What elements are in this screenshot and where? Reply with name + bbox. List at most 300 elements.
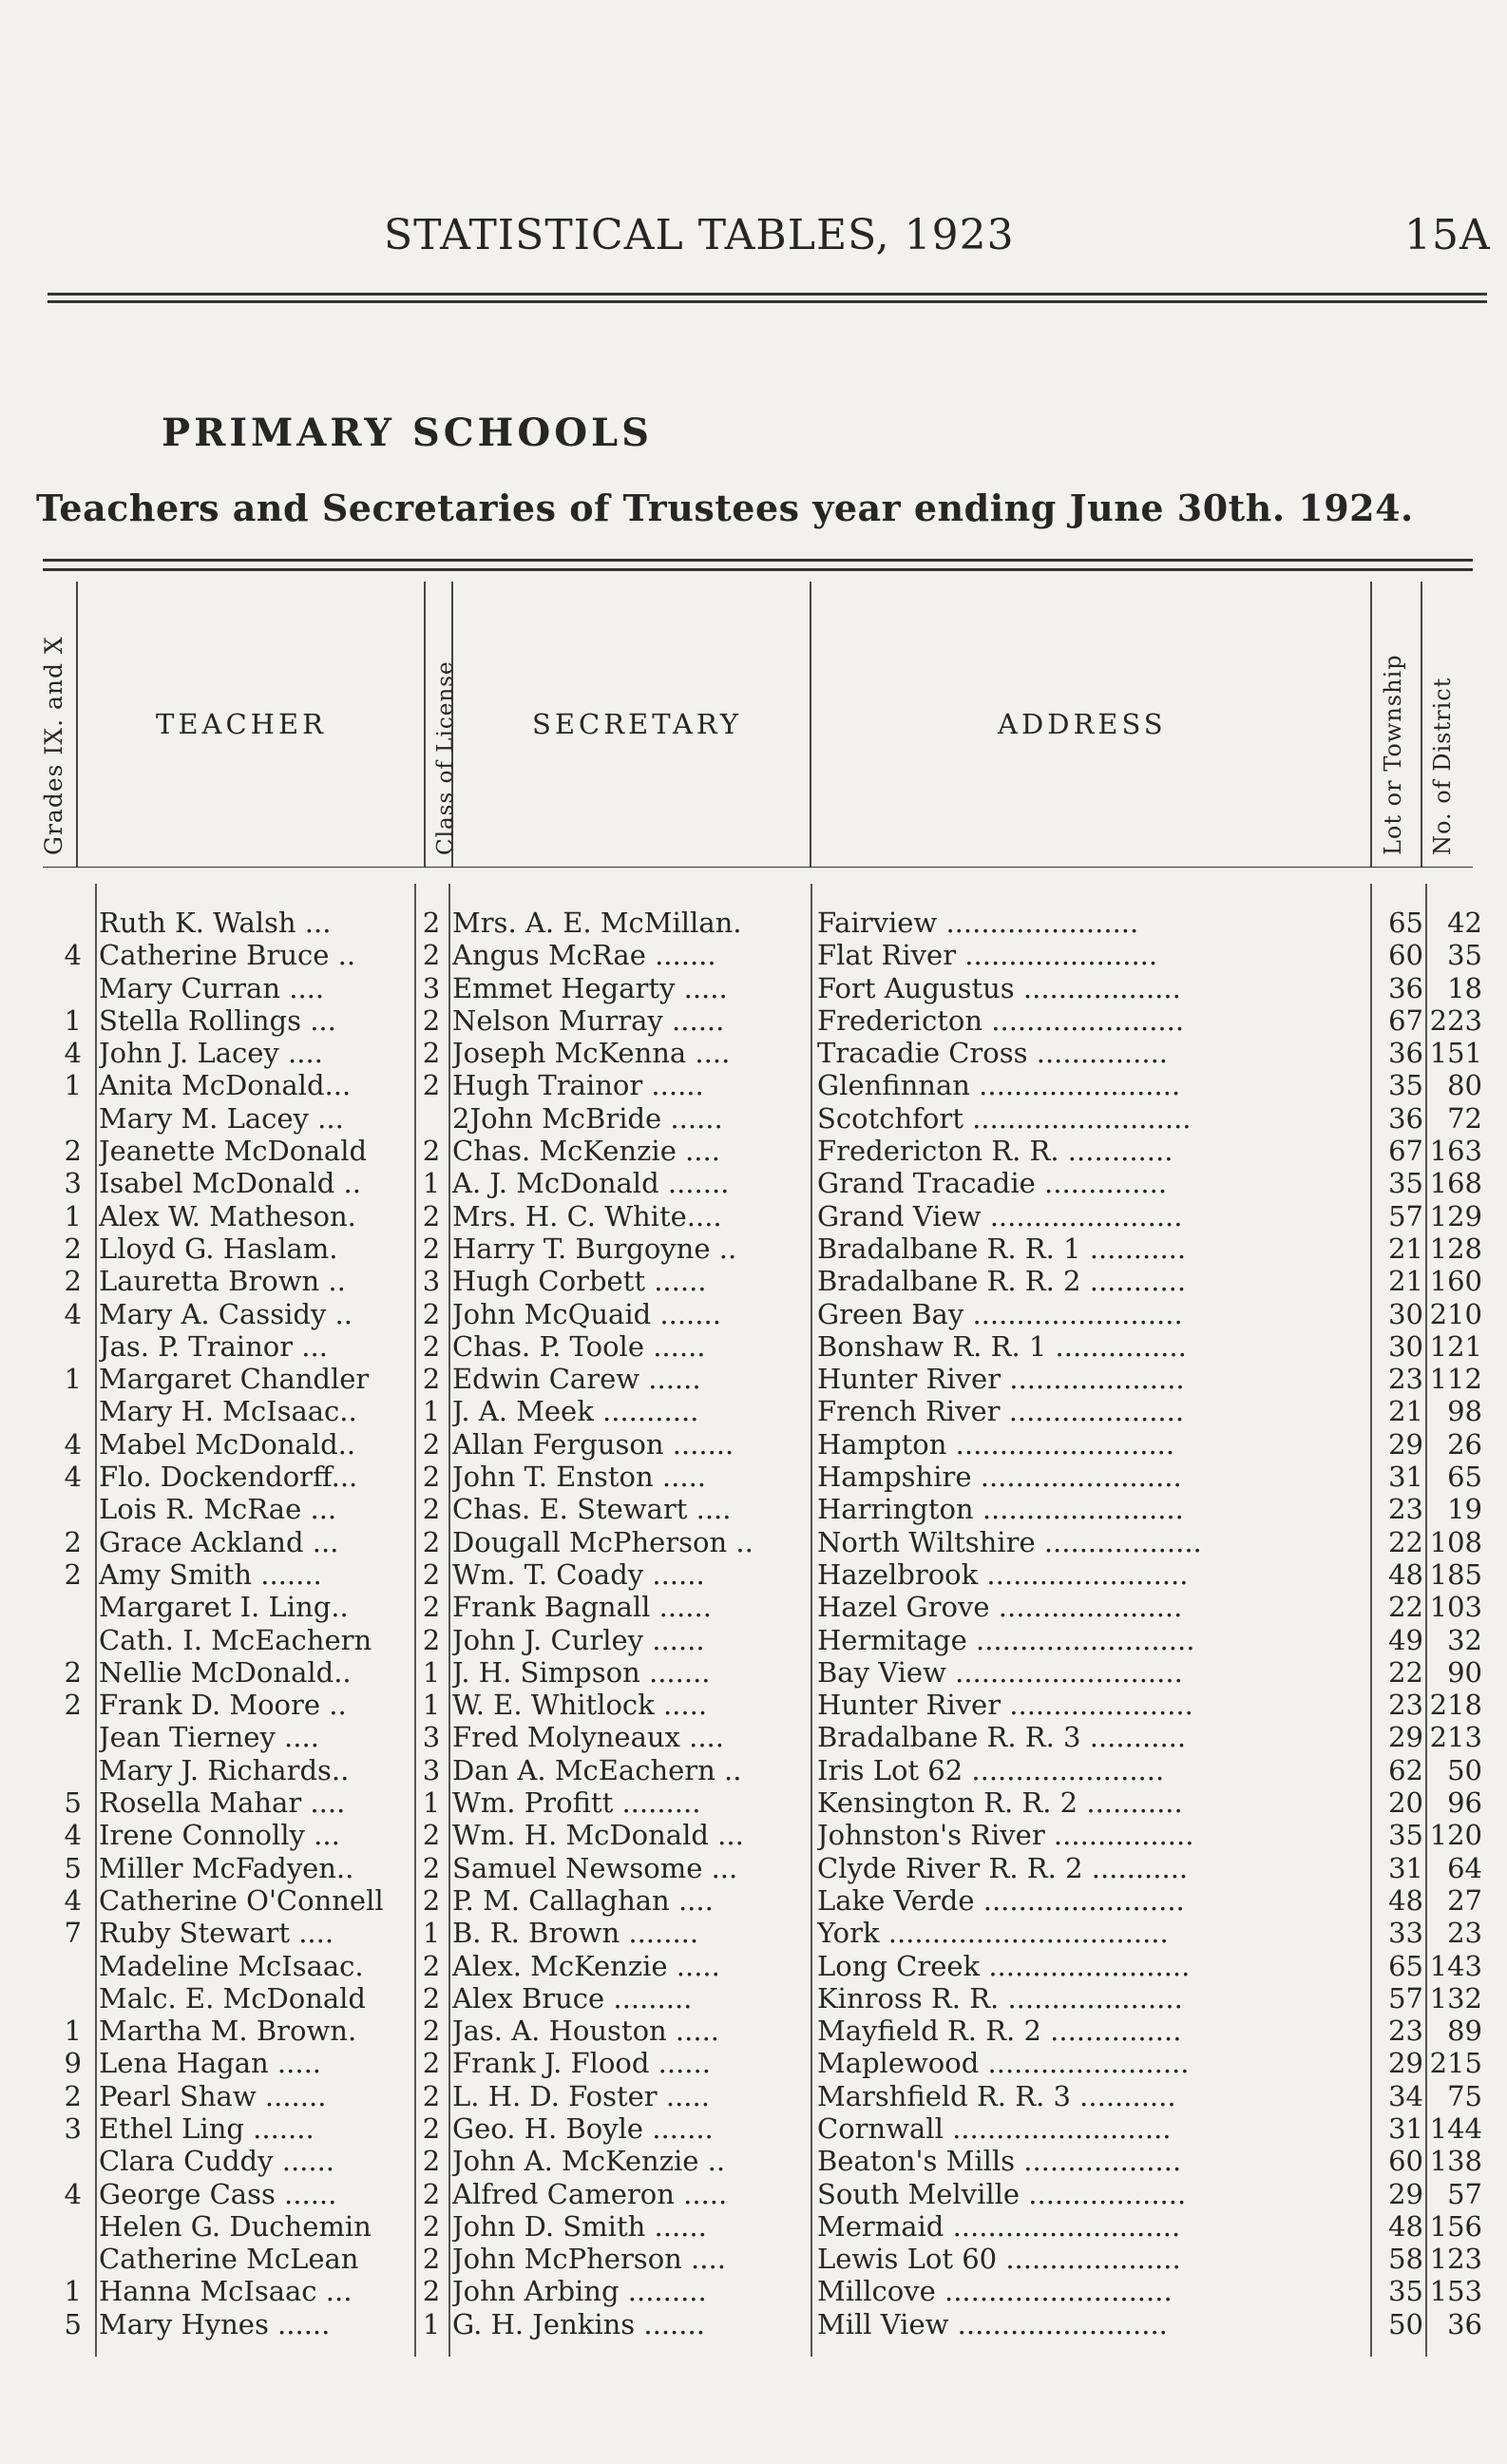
- address-cell: Lewis Lot 60 ....................: [817, 2243, 1181, 2276]
- teacher-cell: Frank D. Moore ..: [99, 1689, 347, 1722]
- secretary-cell: Fred Molyneaux ....: [452, 1721, 724, 1754]
- class-cell: 2: [422, 2111, 441, 2145]
- secretary-cell: Frank J. Flood ......: [452, 2047, 711, 2080]
- secretary-cell: Chas. McKenzie ....: [452, 1135, 720, 1168]
- district-cell: 108: [1429, 1525, 1482, 1558]
- teacher-cell: Catherine O'Connell: [99, 1883, 384, 1917]
- lot-cell: 35: [1388, 1167, 1423, 1200]
- teacher-cell: Margaret Chandler: [99, 1363, 370, 1396]
- header-secretary: SECRETARY: [532, 708, 743, 740]
- district-cell: 27: [1447, 1883, 1482, 1917]
- header-grades: Grades IX. and X: [40, 636, 67, 855]
- district-cell: 223: [1429, 1003, 1482, 1037]
- address-cell: French River ....................: [817, 1395, 1185, 1428]
- lot-cell: 23: [1388, 2015, 1423, 2048]
- class-cell: 2: [422, 1232, 441, 1265]
- class-cell: 2: [422, 1069, 441, 1102]
- address-cell: Fredericton R. R. ............: [817, 1135, 1173, 1168]
- secretary-cell: Hugh Trainor ......: [452, 1069, 704, 1102]
- grade-cell: 2: [64, 1525, 82, 1558]
- table-row: [0, 1004, 1507, 1037]
- table-row: [0, 1298, 1507, 1330]
- district-cell: 64: [1447, 1851, 1482, 1884]
- district-cell: 156: [1429, 2209, 1482, 2243]
- district-cell: 80: [1447, 1069, 1482, 1102]
- address-cell: Marshfield R. R. 3 ...........: [817, 2079, 1176, 2112]
- secretary-cell: Frank Bagnall ......: [452, 1591, 712, 1624]
- grade-cell: 5: [64, 2307, 82, 2340]
- table-top-rule: [43, 559, 1473, 562]
- class-cell: 2: [422, 1949, 441, 1982]
- header-divider: [76, 582, 78, 867]
- secretary-cell: 2John McBride ......: [452, 1101, 723, 1135]
- grade-cell: 4: [64, 1883, 82, 1917]
- table-row: [0, 1852, 1507, 1884]
- class-cell: 1: [422, 1786, 441, 1820]
- table-row: [0, 2243, 1507, 2275]
- address-cell: Fredericton ......................: [817, 1003, 1185, 1037]
- grade-cell: 1: [64, 2275, 82, 2308]
- teacher-cell: Martha M. Brown.: [99, 2015, 357, 2048]
- table-row: [0, 1950, 1507, 1982]
- district-cell: 18: [1447, 971, 1482, 1004]
- grade-cell: 4: [64, 1461, 82, 1494]
- district-cell: 98: [1447, 1395, 1482, 1428]
- address-cell: South Melville ..................: [817, 2177, 1187, 2210]
- class-cell: 2: [422, 2243, 441, 2276]
- page-number: 15A: [1404, 211, 1491, 259]
- header-address: ADDRESS: [998, 708, 1167, 740]
- secretary-cell: John J. Curley ......: [452, 1623, 705, 1656]
- class-cell: 2: [422, 2275, 441, 2308]
- table-row: [0, 1786, 1507, 1819]
- teacher-cell: Malc. E. McDonald: [99, 1981, 366, 2015]
- teacher-cell: Flo. Dockendorff...: [99, 1461, 358, 1494]
- teacher-cell: John J. Lacey ....: [99, 1037, 323, 1070]
- lot-cell: 31: [1388, 2111, 1423, 2145]
- secretary-cell: Chas. P. Toole ......: [452, 1329, 706, 1363]
- teacher-cell: Mabel McDonald..: [99, 1427, 356, 1461]
- secretary-cell: L. H. D. Foster .....: [452, 2079, 710, 2112]
- table-row: [0, 1069, 1507, 1101]
- class-cell: 2: [422, 1623, 441, 1656]
- teacher-cell: Jas. P. Trainor ...: [99, 1329, 328, 1363]
- teacher-cell: Mary J. Richards..: [99, 1753, 350, 1786]
- address-cell: Glenfinnan .......................: [817, 1069, 1181, 1102]
- teacher-cell: Ruth K. Walsh ...: [99, 907, 332, 939]
- header-teacher: TEACHER: [156, 708, 327, 740]
- teacher-cell: Mary M. Lacey ...: [99, 1101, 344, 1135]
- lot-cell: 31: [1388, 1851, 1423, 1884]
- table-top-rule-2: [43, 568, 1473, 571]
- address-cell: Maplewood .......................: [817, 2047, 1190, 2080]
- address-cell: Harrington .......................: [817, 1493, 1184, 1526]
- grade-cell: 1: [64, 1199, 82, 1232]
- grade-cell: 3: [64, 1167, 82, 1200]
- table-row: [0, 1200, 1507, 1232]
- address-cell: Bradalbane R. R. 2 ...........: [817, 1265, 1187, 1298]
- teacher-cell: Amy Smith .......: [99, 1557, 322, 1591]
- teacher-cell: Alex W. Matheson.: [99, 1199, 356, 1232]
- district-cell: 129: [1429, 1199, 1482, 1232]
- secretary-cell: Mrs. H. C. White....: [452, 1199, 722, 1232]
- district-cell: 123: [1429, 2243, 1482, 2276]
- class-cell: 3: [422, 1753, 441, 1786]
- teacher-cell: Lloyd G. Haslam.: [99, 1232, 338, 1265]
- class-cell: 2: [422, 1135, 441, 1168]
- class-cell: 2: [422, 2209, 441, 2243]
- secretary-cell: Angus McRae .......: [452, 939, 716, 972]
- district-cell: 23: [1447, 1917, 1482, 1950]
- class-cell: 2: [422, 1037, 441, 1070]
- secretary-cell: Edwin Carew ......: [452, 1363, 701, 1396]
- table-row: [0, 1330, 1507, 1363]
- address-cell: Cornwall .........................: [817, 2111, 1172, 2145]
- teacher-cell: Nellie McDonald..: [99, 1655, 352, 1689]
- lot-cell: 21: [1388, 1395, 1423, 1428]
- header-divider: [810, 582, 811, 867]
- secretary-cell: Alfred Cameron .....: [452, 2177, 728, 2210]
- grade-cell: 2: [64, 2079, 82, 2112]
- table-row: [0, 1037, 1507, 1069]
- address-cell: Johnston's River ................: [817, 1819, 1194, 1852]
- grade-cell: 1: [64, 2015, 82, 2048]
- address-cell: Hunter River .....................: [817, 1689, 1193, 1722]
- address-cell: Flat River ......................: [817, 939, 1158, 972]
- teacher-cell: Cath. I. McEachern: [99, 1623, 372, 1656]
- lot-cell: 57: [1388, 1981, 1423, 2015]
- table-row: [0, 1982, 1507, 2015]
- lot-cell: 50: [1388, 2307, 1423, 2340]
- district-cell: 213: [1429, 1721, 1482, 1754]
- secretary-cell: Emmet Hegarty .....: [452, 971, 728, 1004]
- district-cell: 163: [1429, 1135, 1482, 1168]
- lot-cell: 65: [1388, 1949, 1423, 1982]
- lot-cell: 65: [1388, 907, 1423, 939]
- lot-cell: 22: [1388, 1655, 1423, 1689]
- grade-cell: 4: [64, 1819, 82, 1852]
- class-cell: 2: [422, 1591, 441, 1624]
- secretary-cell: G. H. Jenkins .......: [452, 2307, 705, 2340]
- lot-cell: 60: [1388, 939, 1423, 972]
- grade-cell: 2: [64, 1265, 82, 1298]
- table-row: [0, 2178, 1507, 2210]
- address-cell: Hunter River ....................: [817, 1363, 1185, 1396]
- lot-cell: 49: [1388, 1623, 1423, 1656]
- class-cell: 3: [422, 1721, 441, 1754]
- head-rule-2: [48, 300, 1487, 303]
- table-row: [0, 2210, 1507, 2243]
- table-row: [0, 1819, 1507, 1851]
- grade-cell: 5: [64, 1851, 82, 1884]
- teacher-cell: Miller McFadyen..: [99, 1851, 354, 1884]
- table-row: [0, 1656, 1507, 1689]
- teacher-cell: Hanna McIsaac ...: [99, 2275, 353, 2308]
- address-cell: Hampton .........................: [817, 1427, 1175, 1461]
- grade-cell: 4: [64, 1037, 82, 1070]
- secretary-cell: Wm. Profitt .........: [452, 1786, 701, 1820]
- lot-cell: 22: [1388, 1525, 1423, 1558]
- table-row: [0, 1591, 1507, 1623]
- district-cell: 19: [1447, 1493, 1482, 1526]
- district-cell: 144: [1429, 2111, 1482, 2145]
- lot-cell: 48: [1388, 1557, 1423, 1591]
- header-district: No. of District: [1429, 677, 1456, 855]
- secretary-cell: Mrs. A. E. McMillan.: [452, 907, 742, 939]
- lot-cell: 67: [1388, 1003, 1423, 1037]
- secretary-cell: Chas. E. Stewart ....: [452, 1493, 732, 1526]
- table-row: [0, 1428, 1507, 1461]
- district-cell: 185: [1429, 1557, 1482, 1591]
- address-cell: Bradalbane R. R. 3 ...........: [817, 1721, 1187, 1754]
- lot-cell: 29: [1388, 2047, 1423, 2080]
- lot-cell: 29: [1388, 2177, 1423, 2210]
- secretary-cell: John A. McKenzie ..: [452, 2145, 726, 2178]
- table-row: [0, 1395, 1507, 1427]
- table-row: [0, 1558, 1507, 1591]
- address-cell: Millcove ..........................: [817, 2275, 1173, 2308]
- secretary-cell: A. J. McDonald .......: [452, 1167, 730, 1200]
- header-class: Class of License: [433, 660, 458, 855]
- class-cell: 1: [422, 1917, 441, 1950]
- secretary-cell: J. A. Meek ...........: [452, 1395, 699, 1428]
- secretary-cell: John McQuaid .......: [452, 1297, 721, 1330]
- class-cell: 2: [422, 1461, 441, 1494]
- teacher-cell: Stella Rollings ...: [99, 1003, 336, 1037]
- grade-cell: 2: [64, 1135, 82, 1168]
- secretary-cell: John Arbing .........: [452, 2275, 707, 2308]
- address-cell: Grand Tracadie ..............: [817, 1167, 1168, 1200]
- secretary-cell: Harry T. Burgoyne ..: [452, 1232, 737, 1265]
- lot-cell: 58: [1388, 2243, 1423, 2276]
- secretary-cell: Jas. A. Houston .....: [452, 2015, 720, 2048]
- lot-cell: 60: [1388, 2145, 1423, 2178]
- class-cell: 2: [422, 1981, 441, 2015]
- district-cell: 96: [1447, 1786, 1482, 1820]
- teacher-cell: Lena Hagan .....: [99, 2047, 322, 2080]
- table-row: [0, 1689, 1507, 1721]
- teacher-cell: Mary H. McIsaac..: [99, 1395, 357, 1428]
- table-row: [0, 2080, 1507, 2112]
- class-cell: 2: [422, 907, 441, 939]
- teacher-cell: Mary A. Cassidy ..: [99, 1297, 353, 1330]
- table-row: [0, 1917, 1507, 1949]
- teacher-cell: Rosella Mahar ....: [99, 1786, 346, 1820]
- teacher-cell: Ethel Ling .......: [99, 2111, 315, 2145]
- teacher-cell: Ruby Stewart ....: [99, 1917, 334, 1950]
- address-cell: Fairview ......................: [817, 907, 1139, 939]
- class-cell: 2: [422, 1525, 441, 1558]
- grade-cell: 5: [64, 1786, 82, 1820]
- class-cell: 2: [422, 1003, 441, 1037]
- lot-cell: 35: [1388, 1819, 1423, 1852]
- lot-cell: 29: [1388, 1721, 1423, 1754]
- class-cell: 2: [422, 1819, 441, 1852]
- secretary-cell: Joseph McKenna ....: [452, 1037, 731, 1070]
- district-cell: 89: [1447, 2015, 1482, 2048]
- head-rule: [48, 293, 1487, 296]
- table-row: [0, 2112, 1507, 2145]
- lot-cell: 23: [1388, 1689, 1423, 1722]
- grade-cell: 2: [64, 1232, 82, 1265]
- teacher-cell: Jean Tierney ....: [99, 1721, 319, 1754]
- table-row: [0, 1102, 1507, 1135]
- lot-cell: 67: [1388, 1135, 1423, 1168]
- lot-cell: 36: [1388, 971, 1423, 1004]
- address-cell: Hampshire .......................: [817, 1461, 1182, 1494]
- class-cell: 3: [422, 971, 441, 1004]
- address-cell: Clyde River R. R. 2 ...........: [817, 1851, 1189, 1884]
- lot-cell: 33: [1388, 1917, 1423, 1950]
- lot-cell: 31: [1388, 1461, 1423, 1494]
- district-cell: 72: [1447, 1101, 1482, 1135]
- grade-cell: 4: [64, 1297, 82, 1330]
- header-divider: [1421, 582, 1422, 867]
- district-cell: 26: [1447, 1427, 1482, 1461]
- secretary-cell: Alex Bruce .........: [452, 1981, 693, 2015]
- secretary-cell: Wm. T. Coady ......: [452, 1557, 705, 1591]
- teacher-cell: Irene Connolly ...: [99, 1819, 340, 1852]
- grade-cell: 2: [64, 1689, 82, 1722]
- lot-cell: 35: [1388, 2275, 1423, 2308]
- grade-cell: 2: [64, 1557, 82, 1591]
- lot-cell: 36: [1388, 1037, 1423, 1070]
- class-cell: 2: [422, 1363, 441, 1396]
- subtitle: Teachers and Secretaries of Trustees year ending June 30th. 1924.: [36, 487, 1414, 529]
- teacher-cell: Clara Cuddy ......: [99, 2145, 335, 2178]
- address-cell: Hazelbrook .......................: [817, 1557, 1189, 1591]
- address-cell: Bay View ..........................: [817, 1655, 1183, 1689]
- district-cell: 36: [1447, 2307, 1482, 2340]
- address-cell: Grand View ......................: [817, 1199, 1183, 1232]
- district-cell: 121: [1429, 1329, 1482, 1363]
- secretary-cell: John T. Enston .....: [452, 1461, 707, 1494]
- lot-cell: 20: [1388, 1786, 1423, 1820]
- secretary-cell: John McPherson ....: [452, 2243, 726, 2276]
- lot-cell: 62: [1388, 1753, 1423, 1786]
- district-cell: 42: [1447, 907, 1482, 939]
- district-cell: 112: [1429, 1363, 1482, 1396]
- class-cell: 2: [422, 2079, 441, 2112]
- district-cell: 50: [1447, 1753, 1482, 1786]
- grade-cell: 9: [64, 2047, 82, 2080]
- address-cell: Mill View ........................: [817, 2307, 1168, 2340]
- secretary-cell: Dan A. McEachern ..: [452, 1753, 742, 1786]
- class-cell: 2: [422, 1883, 441, 1917]
- secretary-cell: Geo. H. Boyle .......: [452, 2111, 714, 2145]
- table-body: [0, 907, 1507, 2340]
- secretary-cell: W. E. Whitlock .....: [452, 1689, 708, 1722]
- address-cell: Bonshaw R. R. 1 ...............: [817, 1329, 1187, 1363]
- class-cell: 2: [422, 1493, 441, 1526]
- class-cell: 2: [422, 1851, 441, 1884]
- class-cell: 2: [422, 2177, 441, 2210]
- teacher-cell: Lois R. McRae ...: [99, 1493, 337, 1526]
- address-cell: Fort Augustus ..................: [817, 971, 1181, 1004]
- district-cell: 57: [1447, 2177, 1482, 2210]
- lot-cell: 35: [1388, 1069, 1423, 1102]
- class-cell: 3: [422, 1265, 441, 1298]
- teacher-cell: Jeanette McDonald: [99, 1135, 368, 1168]
- lot-cell: 23: [1388, 1363, 1423, 1396]
- table-row: [0, 2047, 1507, 2079]
- grade-cell: 7: [64, 1917, 82, 1950]
- class-cell: 1: [422, 1395, 441, 1428]
- secretary-cell: John D. Smith ......: [452, 2209, 707, 2243]
- table-row: [0, 1265, 1507, 1297]
- lot-cell: 29: [1388, 1427, 1423, 1461]
- lot-cell: 30: [1388, 1329, 1423, 1363]
- header-divider: [424, 582, 426, 867]
- district-cell: 168: [1429, 1167, 1482, 1200]
- class-cell: 2: [422, 1297, 441, 1330]
- grade-cell: 4: [64, 1427, 82, 1461]
- address-cell: Hazel Grove .....................: [817, 1591, 1183, 1624]
- district-cell: 160: [1429, 1265, 1482, 1298]
- secretary-cell: Nelson Murray ......: [452, 1003, 725, 1037]
- lot-cell: 34: [1388, 2079, 1423, 2112]
- district-cell: 90: [1447, 1655, 1482, 1689]
- address-cell: North Wiltshire ..................: [817, 1525, 1202, 1558]
- address-cell: Iris Lot 62 ......................: [817, 1753, 1165, 1786]
- lot-cell: 48: [1388, 2209, 1423, 2243]
- district-cell: 120: [1429, 1819, 1482, 1852]
- table-row: [0, 2145, 1507, 2177]
- table-row: [0, 1135, 1507, 1167]
- lot-cell: 36: [1388, 1101, 1423, 1135]
- grade-cell: 1: [64, 1069, 82, 1102]
- table-row: [0, 972, 1507, 1004]
- grade-cell: 4: [64, 939, 82, 972]
- teacher-cell: Margaret I. Ling..: [99, 1591, 349, 1624]
- class-cell: 2: [422, 1557, 441, 1591]
- secretary-cell: Samuel Newsome ...: [452, 1851, 738, 1884]
- teacher-cell: Isabel McDonald ..: [99, 1167, 361, 1200]
- table-row: [0, 2308, 1507, 2340]
- class-cell: 2: [422, 2047, 441, 2080]
- table-row: [0, 1754, 1507, 1786]
- secretary-cell: Allan Ferguson .......: [452, 1427, 734, 1461]
- address-cell: Bradalbane R. R. 1 ...........: [817, 1232, 1187, 1265]
- grade-cell: 3: [64, 2111, 82, 2145]
- table-row: [0, 2015, 1507, 2047]
- district-cell: 138: [1429, 2145, 1482, 2178]
- teacher-cell: Lauretta Brown ..: [99, 1265, 346, 1298]
- address-cell: Hermitage .........................: [817, 1623, 1195, 1656]
- secretary-cell: Dougall McPherson ..: [452, 1525, 754, 1558]
- table-row: [0, 1526, 1507, 1558]
- teacher-cell: Catherine McLean: [99, 2243, 359, 2276]
- lot-cell: 30: [1388, 1297, 1423, 1330]
- teacher-cell: Helen G. Duchemin: [99, 2209, 372, 2243]
- table-row: [0, 2275, 1507, 2307]
- district-cell: 132: [1429, 1981, 1482, 2015]
- teacher-cell: Catherine Bruce ..: [99, 939, 356, 972]
- class-cell: 2: [422, 1427, 441, 1461]
- header-lot: Lot or Township: [1380, 654, 1406, 855]
- secretary-cell: Wm. H. McDonald ...: [452, 1819, 744, 1852]
- section-title: PRIMARY SCHOOLS: [162, 411, 654, 455]
- district-cell: 215: [1429, 2047, 1482, 2080]
- lot-cell: 48: [1388, 1883, 1423, 1917]
- class-cell: 2: [422, 1329, 441, 1363]
- secretary-cell: Hugh Corbett ......: [452, 1265, 707, 1298]
- class-cell: 1: [422, 1689, 441, 1722]
- running-title: STATISTICAL TABLES, 1923: [384, 211, 1015, 259]
- address-cell: Kinross R. R. ....................: [817, 1981, 1183, 2015]
- district-cell: 128: [1429, 1232, 1482, 1265]
- table-row: [0, 1721, 1507, 1753]
